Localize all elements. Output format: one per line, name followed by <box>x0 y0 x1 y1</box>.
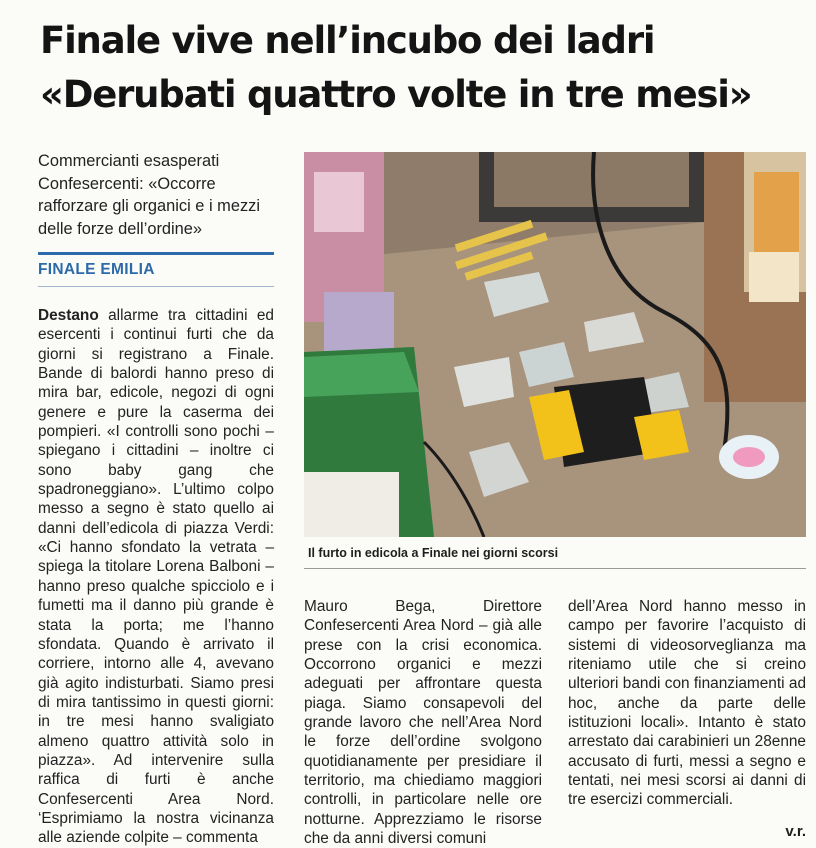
headline-line-1: Finale vive nell’incubo dei ladri <box>40 19 655 62</box>
broken-glass-photo <box>304 152 806 537</box>
headline-line-2: «Derubati quattro volte in tre mesi» <box>40 73 752 116</box>
article-column-1 <box>38 306 274 848</box>
headline <box>40 14 810 122</box>
caption-divider <box>304 568 806 569</box>
column-1-body: allarme tra cittadini ed esercenti i continui furti che da giorni si registrano a Finale. Bande di balordi hanno preso di mira bar, edicole, negozi di ogni genere e pure la caserma dei pompieri. «I controlli sono pochi – spiegano i cittadini – inoltre ci sono baby gang che spadroneggiano». L’ultimo colpo messo a segno è stato quello ai danni dell’edicola di piazza Verdi: «Ci hanno sfondato la vetrata – spiega la titolare Lorena Balboni – hanno preso qualche spicciolo e i fumetti ma il danno più grande è stata la porta; me l’hanno sfondata. Quando è arrivato il corriere, intorno alle 4, avevano già agito indisturbati. Siamo presi di mira tantissimo in questi giorni: in tre mesi hanno svaligiato almeno quattro attività solo in piazza». Ad intervenire sulla raffica di furti è anche Confesercenti Area Nord. ‘Esprimiamo la nostra vicinanza alle aziende colpite – commenta <box>38 307 274 847</box>
kicker-underline <box>38 286 274 287</box>
subheadline: Commercianti esasperati Confesercenti: «Occorre rafforzare gli organici e i mezzi delle forze dell’ordine» <box>38 152 260 238</box>
kicker-divider <box>38 252 274 255</box>
photo-caption: Il furto in edicola a Finale nei giorni scorsi <box>308 546 559 560</box>
article-column-2: Mauro Bega, Direttore Confesercenti Area Nord – già alle prese con la crisi economica. Occorrono organici e mezzi adeguati per affrontare questa piaga. Siamo consapevoli del grande lavoro che nell’Area Nord le forze dell’ordine svolgono quotidianamente per presidiare il territorio, ma chiediamo maggiori controlli, in particolare nelle ore notturne. Apprezziamo le risorse che da anni diversi comuni <box>304 598 542 848</box>
article-column-3: dell’Area Nord hanno messo in campo per favorire l’acquisto di sistemi di videosorveglianza ma riteniamo utile che si creino ulteriori bandi con finanziamenti ad hoc, anche da parte delle istituzioni locali». Intanto è stato arrestato dai carabinieri un 28enne accusato di furti, messi a segno e tentati, nei mesi scorsi ai danni di tre esercizi commerciali. <box>568 598 806 809</box>
article-photo <box>304 152 806 537</box>
section-kicker: FINALE EMILIA <box>38 261 155 278</box>
author-signature: v.r. <box>785 823 806 840</box>
lead-word: Destano <box>38 307 99 324</box>
